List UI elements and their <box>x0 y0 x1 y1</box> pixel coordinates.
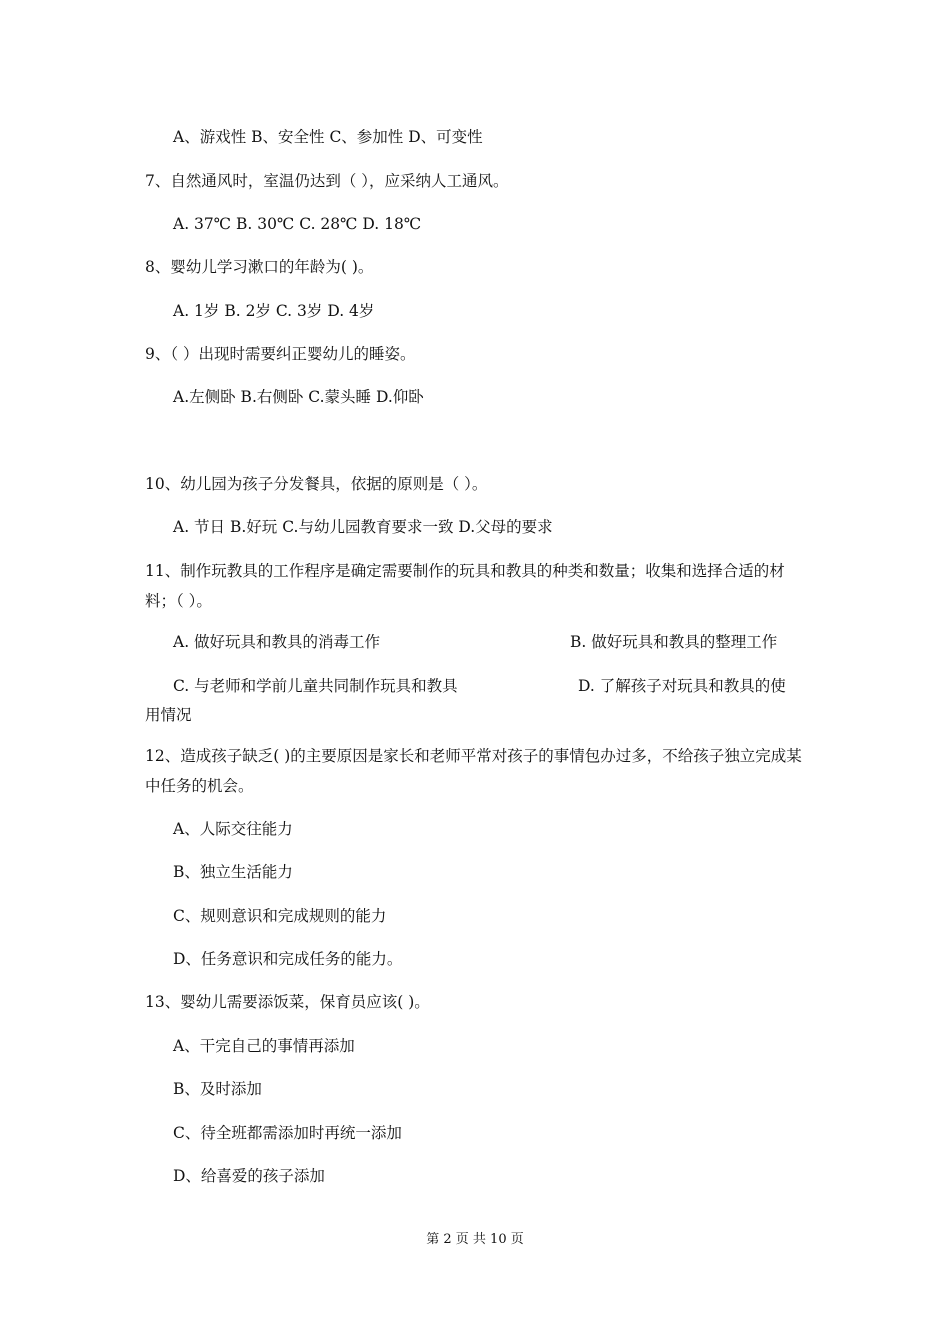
q13-option-a: A、干完自己的事情再添加 <box>173 1037 355 1055</box>
q9-options: A.左侧卧 B.右侧卧 C.蒙头睡 D.仰卧 <box>173 388 424 406</box>
q11-option-d: D. 了解孩子对玩具和教具的使 <box>578 677 786 695</box>
q11-option-a: A. 做好玩具和教具的消毒工作 <box>173 633 381 651</box>
q10-options: A. 节日 B.好玩 C.与幼儿园教育要求一致 D.父母的要求 <box>173 518 553 536</box>
q12-option-c: C、规则意识和完成规则的能力 <box>173 907 387 925</box>
q13-option-b: B、及时添加 <box>173 1080 262 1098</box>
q8-options: A. 1岁 B. 2岁 C. 3岁 D. 4岁 <box>173 302 375 320</box>
q11-option-d-continued: 用情况 <box>145 706 192 724</box>
question-11: 11、制作玩教具的工作程序是确定需要制作的玩具和教具的种类和数量；收集和选择合适的材料；（ ）。 <box>145 562 785 610</box>
question-12: 12、造成孩子缺乏( )的主要原因是家长和老师平常对孩子的事情包办过多，不给孩子独立完成某中任务的机会。 <box>145 747 802 795</box>
question-9: 9、（ ）出现时需要纠正婴幼儿的睡姿。 <box>145 345 416 363</box>
q7-options: A. 37℃ B. 30℃ C. 28℃ D. 18℃ <box>173 215 422 233</box>
q11-option-b: B. 做好玩具和教具的整理工作 <box>570 633 778 651</box>
question-7: 7、自然通风时，室温仍达到（ ），应采纳人工通风。 <box>145 172 509 190</box>
q13-option-c: C、待全班都需添加时再统一添加 <box>173 1124 402 1142</box>
q12-option-b: B、独立生活能力 <box>173 863 293 881</box>
q11-option-c: C. 与老师和学前儿童共同制作玩具和教具 <box>173 677 458 695</box>
q12-option-d: D、任务意识和完成任务的能力。 <box>173 950 403 968</box>
q13-option-d: D、给喜爱的孩子添加 <box>173 1167 325 1185</box>
question-8: 8、婴幼儿学习漱口的年龄为( )。 <box>145 258 374 276</box>
question-10: 10、幼儿园为孩子分发餐具，依据的原则是（ ）。 <box>145 475 488 493</box>
q12-option-a: A、人际交往能力 <box>173 820 293 838</box>
question-13: 13、婴幼儿需要添饭菜，保育员应该( )。 <box>145 993 430 1011</box>
page-number-footer: 第 2 页 共 10 页 <box>426 1232 524 1247</box>
q6-options: A、游戏性 B、安全性 C、参加性 D、可变性 <box>173 128 483 146</box>
